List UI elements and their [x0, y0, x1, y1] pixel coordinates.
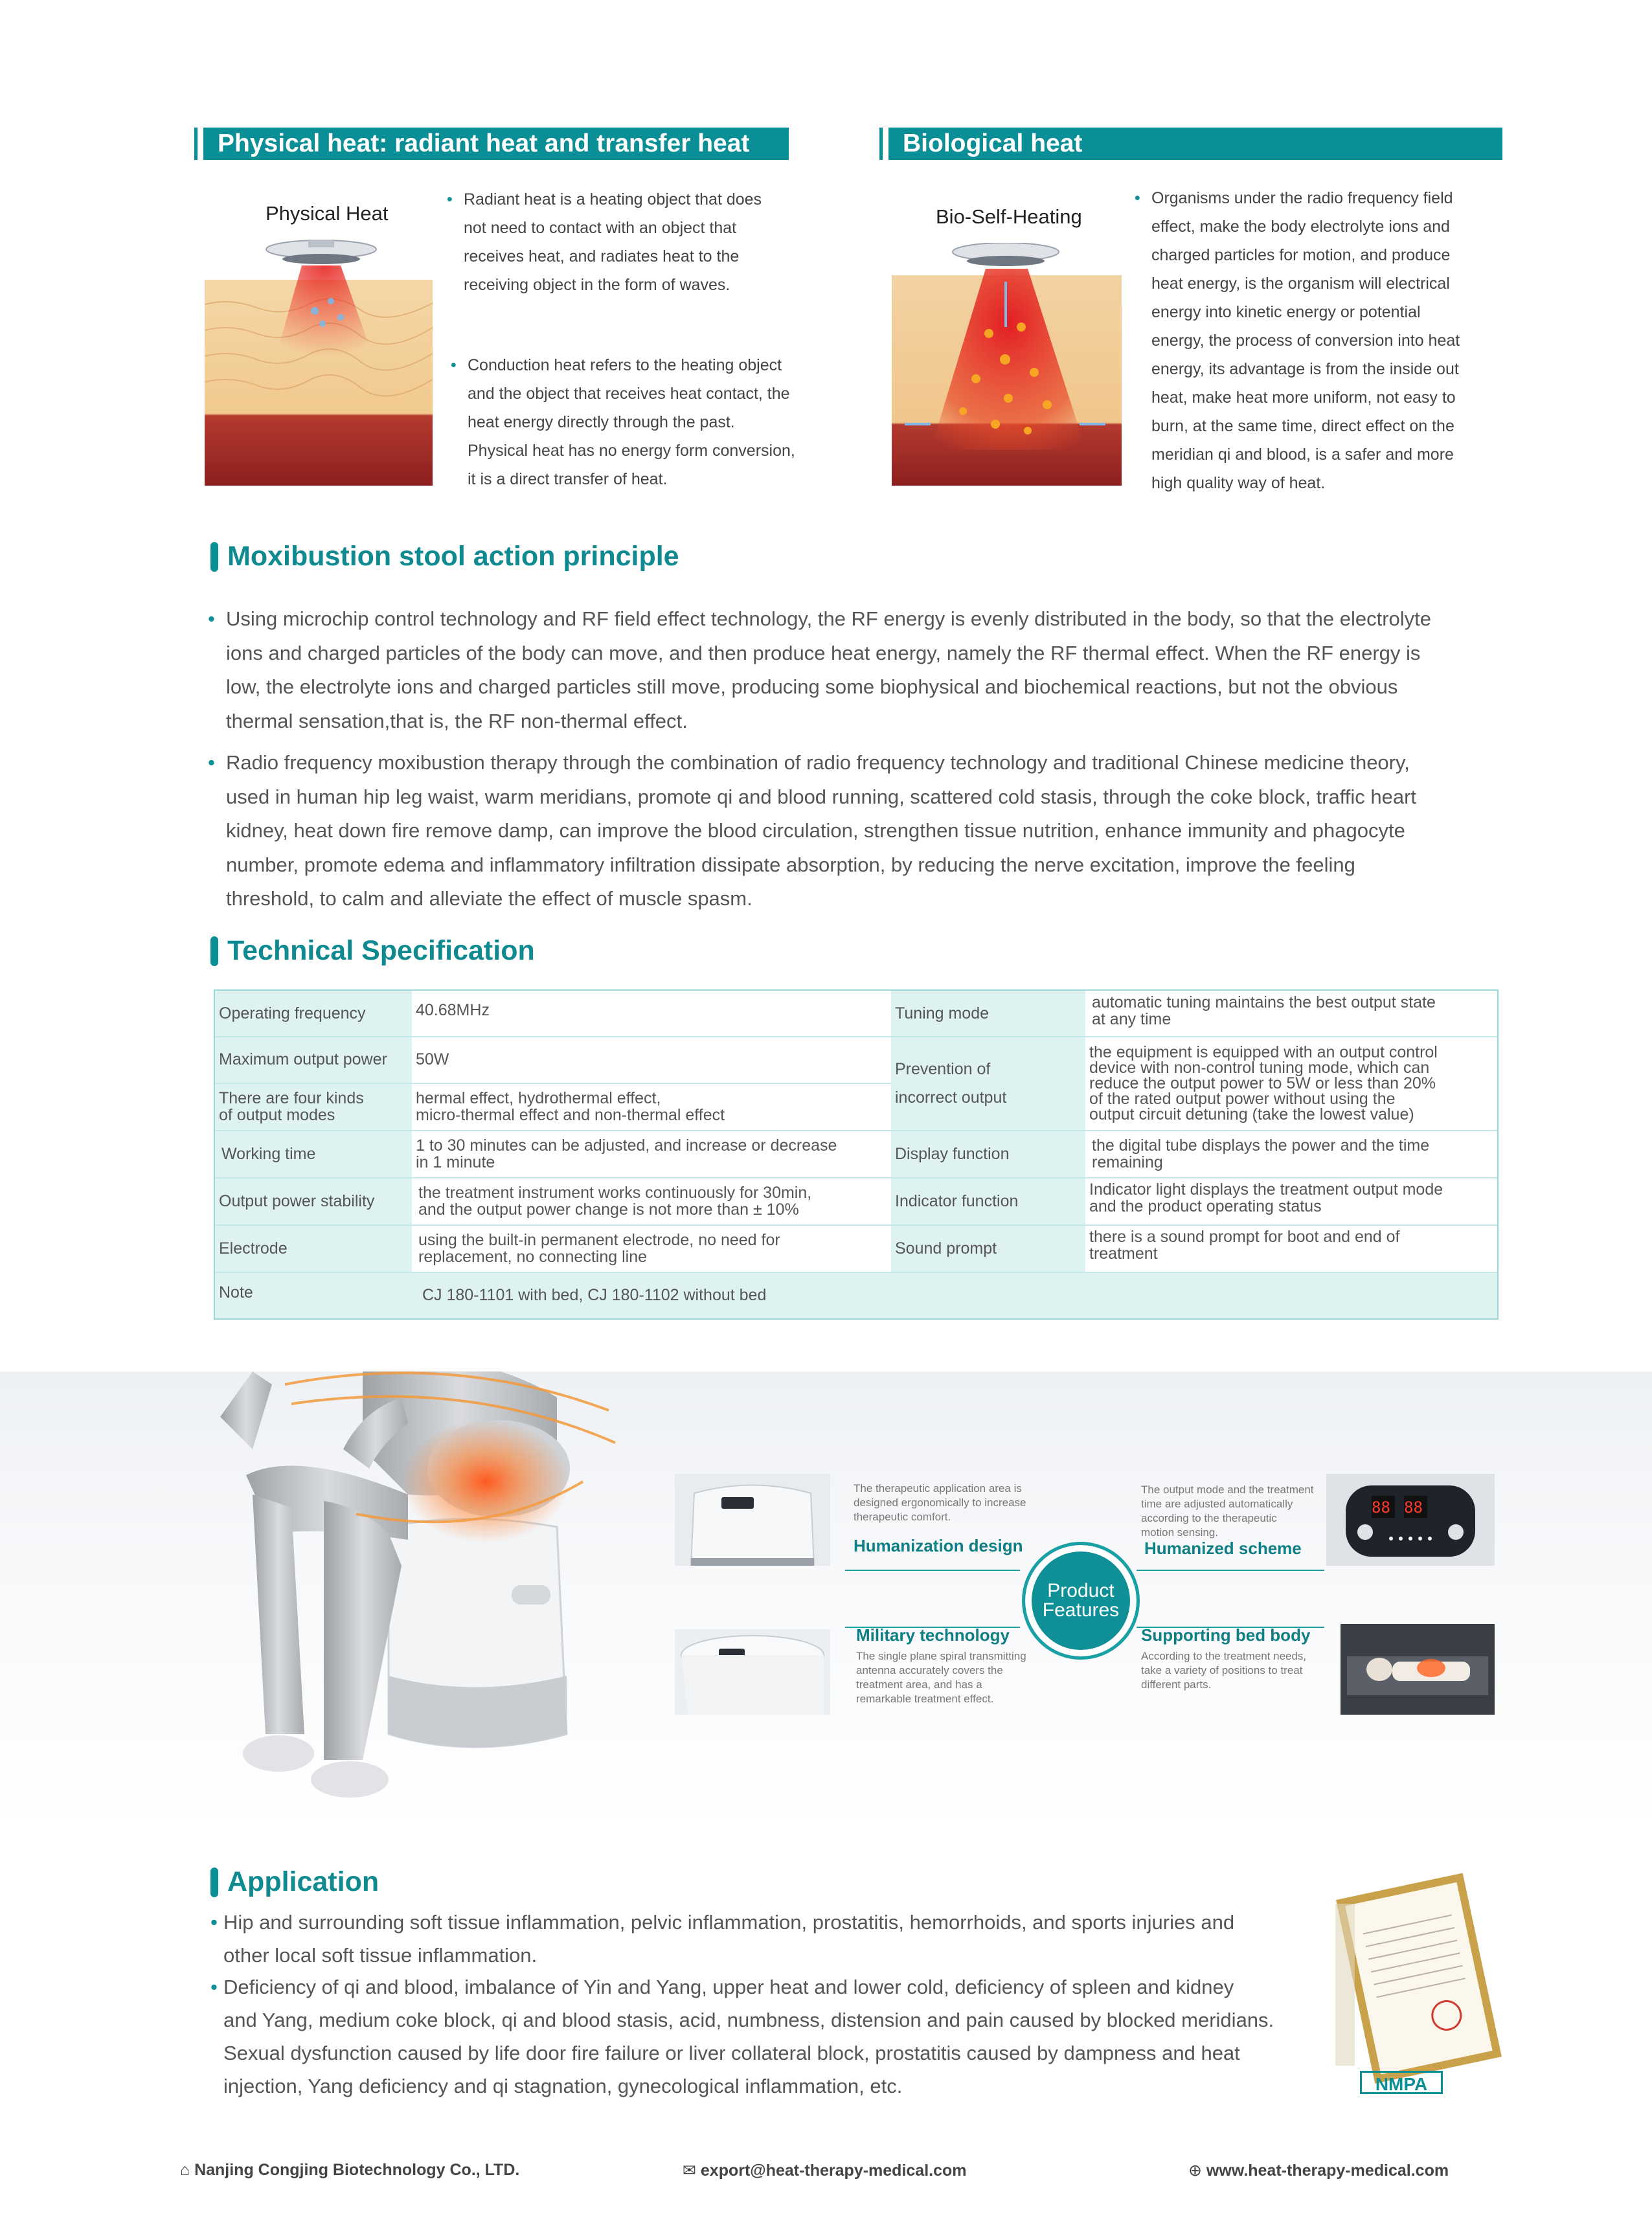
feature-line: antenna accurately covers the — [856, 1664, 1003, 1676]
application-line: injection, Yang deficiency and qi stagnation, gynecological inflammation, etc. — [223, 2075, 903, 2097]
spec-label: Prevention of — [895, 1059, 991, 1078]
application-line: Hip and surrounding soft tissue inflammation, pelvic inflammation, prostatitis, hemorrhoids, and sports injuries and — [223, 1911, 1235, 1934]
feature-line: remarkable treatment effect. — [856, 1693, 994, 1705]
bullet-dot: • — [210, 1976, 218, 1998]
bio-line: Organisms under the radio frequency field — [1151, 189, 1453, 207]
spec-value: treatment — [1089, 1245, 1158, 1263]
spec-title-text: Technical Specification — [227, 935, 535, 966]
scheme-text — [1141, 1483, 1335, 1540]
control-panel-photo — [1326, 1474, 1495, 1566]
bullet-dot: • — [447, 190, 453, 209]
features-banner — [0, 1371, 1652, 1827]
product-features-label: Features — [1042, 1599, 1120, 1621]
application-line: other local soft tissue inflammation. — [223, 1944, 537, 1967]
humanization-title: Humanization design — [854, 1536, 1023, 1555]
spec-value: 40.68MHz — [416, 1001, 490, 1019]
home-icon: ⌂ — [180, 2161, 190, 2179]
application-line: Sexual dysfunction caused by life door fire failure or liver collateral block, prostatitis caused by dampness and heat — [223, 2042, 1240, 2064]
spec-value: in 1 minute — [416, 1153, 495, 1171]
principle-paragraph-2 — [208, 746, 1521, 916]
principle-paragraph-1 — [208, 602, 1521, 738]
physical-heat-illustration — [205, 240, 433, 486]
application-line: and Yang, medium coke block, qi and blood stasis, acid, numbness, distension and pain caused by blocked meridians. — [223, 2009, 1274, 2031]
spec-label: There are four kinds — [219, 1089, 364, 1107]
section-marker — [210, 1868, 218, 1897]
website-link[interactable]: www.heat-therapy-medical.com — [1206, 2161, 1449, 2180]
nmpa-badge — [1360, 2071, 1443, 2094]
bed-photo — [1341, 1624, 1495, 1715]
feature-line: The single plane spiral transmitting — [856, 1650, 1026, 1662]
spec-value: replacement, no connecting line — [418, 1247, 648, 1266]
radiant-line: receiving object in the form of waves. — [464, 276, 730, 294]
principle-line: Radio frequency moxibustion therapy through the combination of radio frequency technology and traditional Chinese medicine theory, — [226, 751, 1410, 774]
bio-line: energy into kinetic energy or potential — [1151, 303, 1421, 321]
humanized-scheme-block — [1141, 1483, 1335, 1558]
radiant-line: receives heat, and radiates heat to the — [464, 247, 740, 265]
principle-line: thermal sensation,that is, the RF non-thermal effect. — [226, 709, 688, 732]
spec-value: using the built-in permanent electrode, no need for — [418, 1230, 780, 1249]
spec-value: the digital tube displays the power and the time — [1092, 1136, 1430, 1155]
principle-line: kidney, heat down fire remove damp, can improve the blood circulation, strengthen tissue nutrition, enhance immunity and phagocyte — [226, 819, 1405, 842]
spec-label: Sound prompt — [895, 1239, 997, 1258]
biological-heat-header — [888, 128, 1502, 160]
spec-table — [214, 989, 1499, 1320]
bullet-dot: • — [208, 751, 215, 774]
spec-value: 50W — [416, 1050, 449, 1068]
spec-value: and the product operating status — [1089, 1197, 1322, 1215]
feature-line: The therapeutic application area is — [854, 1482, 1022, 1495]
bio-line: meridian qi and blood, is a safer and more — [1151, 446, 1454, 464]
spec-value: at any time — [1092, 1010, 1171, 1028]
principle-line: threshold, to calm and alleviate the effect of muscle spasm. — [226, 887, 752, 910]
spec-title — [210, 934, 535, 967]
bio-line: burn, at the same time, direct effect on the — [1151, 417, 1454, 435]
seated-figure-illustration — [194, 1371, 661, 1825]
spec-value: micro-thermal effect and non-thermal effect — [416, 1105, 725, 1124]
bullet-dot: • — [208, 607, 215, 630]
bullet-dot: • — [1135, 189, 1140, 207]
digit-readout: 88 — [1372, 1498, 1390, 1517]
spec-row — [891, 1130, 1497, 1177]
military-title: Military technology — [856, 1625, 1010, 1645]
connector-line — [845, 1570, 1020, 1571]
spec-value: there is a sound prompt for boot and end of — [1089, 1228, 1400, 1246]
digit-readout: 88 — [1404, 1498, 1423, 1517]
physical-heat-header — [203, 128, 789, 160]
conduction-line: Physical heat has no energy form conversion, — [468, 442, 795, 460]
spec-row — [891, 1224, 1497, 1272]
feature-line: designed ergonomically to increase — [854, 1496, 1026, 1509]
spec-label: Maximum output power — [219, 1050, 387, 1068]
digit-display — [1372, 1498, 1390, 1517]
feature-line: The output mode and the treatment — [1141, 1484, 1314, 1496]
bio-line: heat energy, is the organism will electrical — [1151, 275, 1450, 293]
spec-value: and the output power change is not more than ± 10% — [418, 1200, 799, 1219]
feature-line: time are adjusted automatically — [1141, 1498, 1293, 1510]
principle-title-text: Moxibustion stool action principle — [227, 541, 679, 572]
spec-value: 1 to 30 minutes can be adjusted, and increase or decrease — [416, 1136, 837, 1155]
spec-value: the treatment instrument works continuously for 30min, — [418, 1183, 812, 1202]
spec-value: reduce the output power to 5W or less than 20% — [1089, 1074, 1436, 1092]
bio-line: charged particles for motion, and produce — [1151, 246, 1451, 264]
spec-row — [215, 1224, 891, 1272]
radiant-line: Radiant heat is a heating object that does — [464, 190, 762, 209]
spec-note-label: Note — [219, 1283, 253, 1302]
connector-line — [1137, 1570, 1324, 1571]
physical-heat-caption: Physical Heat — [266, 202, 389, 225]
principle-line: ions and charged particles of the body can move, and then produce heat energy, namely the RF thermal effect. When the RF energy is — [226, 641, 1421, 664]
spec-value: the equipment is equipped with an output control — [1089, 1043, 1438, 1061]
bio-heat-caption: Bio-Self-Heating — [936, 205, 1082, 228]
principle-line: used in human hip leg waist, warm meridians, promote qi and blood running, scattered cold stasis, through the coke block, traffic heart — [226, 785, 1417, 808]
bio-line: energy, the process of conversion into heat — [1151, 332, 1460, 350]
humanization-text — [854, 1482, 1054, 1524]
spec-value: automatic tuning maintains the best output state — [1092, 993, 1436, 1011]
bio-line: effect, make the body electrolyte ions and — [1151, 218, 1450, 236]
principle-title — [210, 539, 679, 573]
supporting-bed-block — [1141, 1625, 1342, 1692]
spec-row — [215, 1036, 891, 1083]
spec-row — [891, 991, 1497, 1036]
spec-value: remaining — [1092, 1153, 1163, 1171]
spec-value: device with non-control tuning mode, which can — [1089, 1058, 1430, 1077]
bio-line: high quality way of heat. — [1151, 474, 1326, 492]
application-line: Deficiency of qi and blood, imbalance of Yin and Yang, upper heat and lower cold, deficiency of spleen and kidney — [223, 1976, 1234, 1998]
radiant-heat-bullet — [447, 185, 826, 299]
application-title — [210, 1865, 379, 1899]
feature-line: treatment area, and has a — [856, 1678, 982, 1691]
feature-line: therapeutic comfort. — [854, 1511, 951, 1523]
stool-top-photo — [675, 1629, 830, 1715]
spec-label: Operating frequency — [219, 1004, 366, 1022]
spec-label: Output power stability — [219, 1191, 375, 1210]
spec-row — [215, 991, 891, 1036]
spec-label: incorrect output — [895, 1088, 1007, 1107]
conduction-line: Conduction heat refers to the heating object — [468, 356, 782, 374]
spec-value: Indicator light displays the treatment output mode — [1089, 1180, 1443, 1199]
principle-line: Using microchip control technology and RF field effect technology, the RF energy is evenly distributed in the body, so that the electrolyte — [226, 607, 1431, 630]
conduction-line: heat energy directly through the past. — [468, 413, 735, 431]
stool-product-photo — [675, 1474, 830, 1566]
spec-label: Display function — [895, 1144, 1010, 1163]
feature-line: different parts. — [1141, 1678, 1212, 1691]
email-link[interactable]: export@heat-therapy-medical.com — [700, 2161, 967, 2180]
section-marker — [210, 542, 218, 572]
bio-line: heat, make heat more uniform, not easy to — [1151, 389, 1456, 407]
military-technology-block — [856, 1625, 1070, 1706]
globe-icon: ⊕ — [1188, 2161, 1202, 2180]
spec-row — [891, 1177, 1497, 1224]
application-item-1 — [210, 1906, 1324, 1972]
bio-line: energy, its advantage is from the inside out — [1151, 360, 1459, 378]
principle-line: number, promote edema and inflammatory infiltration dissipate absorption, by reducing the nerve excitation, improve the feeling — [226, 853, 1355, 876]
spec-note-value: CJ 180-1101 with bed, CJ 180-1102 without bed — [422, 1286, 767, 1304]
nmpa-certificate-image — [1329, 1865, 1510, 2098]
bullet-dot: • — [451, 356, 457, 374]
spec-label: Indicator function — [895, 1191, 1019, 1210]
bed-text — [1141, 1649, 1342, 1692]
conduction-line: it is a direct transfer of heat. — [468, 470, 668, 488]
bullet-dot: • — [210, 1911, 218, 1934]
footer-website[interactable] — [1188, 2161, 1449, 2180]
spec-row — [215, 1177, 891, 1224]
company-name: Nanjing Congjing Biotechnology Co., LTD. — [194, 2161, 520, 2179]
application-title-text: Application — [227, 1866, 379, 1897]
feature-line: according to the therapeutic — [1141, 1512, 1277, 1524]
section-marker — [210, 936, 218, 966]
biological-heat-header-text: Biological heat — [903, 130, 1083, 157]
spec-label: of output modes — [219, 1105, 335, 1124]
mail-icon: ✉ — [683, 2161, 696, 2180]
spec-value: output circuit detuning (take the lowest value) — [1089, 1105, 1414, 1123]
conduction-line: and the object that receives heat contact, the — [468, 385, 790, 403]
bio-heat-illustration — [892, 243, 1122, 486]
feature-line: According to the treatment needs, — [1141, 1650, 1307, 1662]
humanization-design-block — [854, 1482, 1054, 1556]
scheme-title: Humanized scheme — [1144, 1539, 1302, 1558]
spec-value: of the rated output power without using the — [1089, 1089, 1396, 1108]
feature-line: motion sensing. — [1141, 1526, 1219, 1539]
spec-note-row — [215, 1272, 1497, 1318]
radiant-line: not need to contact with an object that — [464, 219, 737, 237]
conduction-heat-bullet — [451, 351, 843, 493]
spec-value: hermal effect, hydrothermal effect, — [416, 1089, 661, 1107]
spec-row — [891, 1036, 1497, 1130]
application-item-2 — [210, 1970, 1324, 2103]
military-text — [856, 1649, 1070, 1706]
spec-label: Electrode — [219, 1239, 288, 1258]
principle-line: low, the electrolyte ions and charged particles still move, producing some biophysical and biochemical reactions, but not the obvious — [226, 675, 1398, 698]
footer-email[interactable] — [683, 2161, 967, 2180]
footer-company — [180, 2161, 519, 2180]
digit-display — [1404, 1498, 1423, 1517]
product-features-label: Product — [1047, 1580, 1115, 1601]
bio-heat-bullet — [1135, 184, 1514, 497]
spec-label: Working time — [221, 1144, 316, 1163]
spec-label: Tuning mode — [895, 1004, 989, 1022]
bed-title: Supporting bed body — [1141, 1625, 1311, 1645]
spec-row — [215, 1130, 891, 1177]
physical-heat-header-text: Physical heat: radiant heat and transfer heat — [218, 130, 750, 157]
spec-row — [215, 1083, 891, 1130]
nmpa-badge-text: NMPA — [1375, 2074, 1428, 2094]
feature-line: take a variety of positions to treat — [1141, 1664, 1303, 1676]
